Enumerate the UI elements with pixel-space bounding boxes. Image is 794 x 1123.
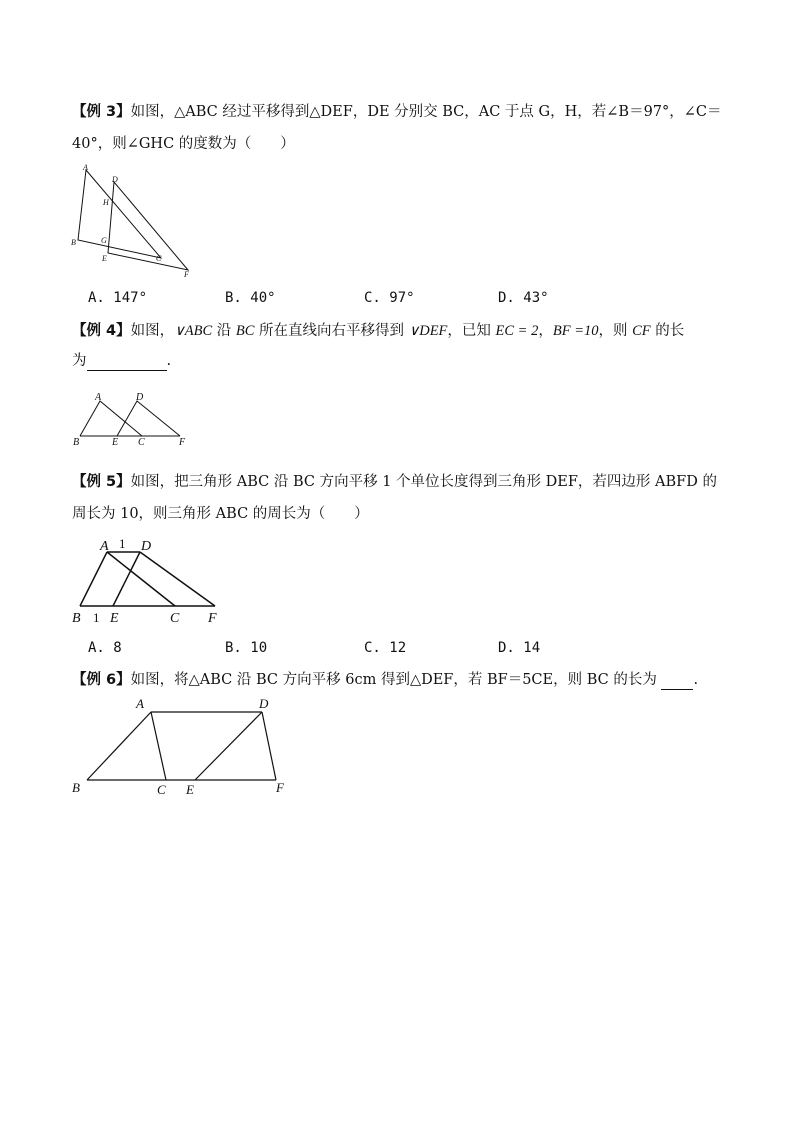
ex6-figure — [70, 696, 300, 801]
ex4-label-a: A — [95, 392, 102, 403]
ex3-label-c: C — [156, 254, 162, 263]
ex4-ec: EC = 2 — [495, 323, 539, 339]
ex4-line2 — [72, 351, 171, 371]
ex4-mid2: 所在直线向右平移得到 — [254, 323, 409, 339]
ex3-label-f: F — [184, 270, 189, 279]
ex4-mid3: ，已知 — [447, 323, 496, 339]
ex5-label-d: D — [141, 539, 152, 554]
ex5-tag: 【例 5】 — [72, 474, 131, 490]
ex3-option-a[interactable]: A. 147° — [88, 290, 148, 306]
ex4-pre: 如图， — [130, 323, 175, 339]
ex5-line1 — [72, 472, 717, 492]
ex5-text1: 如图，把三角形 ABC 沿 BC 方向平移 1 个单位长度得到三角形 DEF，若四边形 ABFD 的 — [130, 474, 717, 490]
ex4-post: 的长 — [650, 323, 685, 339]
ex4-line2-end: . — [166, 353, 172, 369]
ex3-option-b[interactable]: B. 40° — [225, 290, 276, 306]
ex6-tag: 【例 6】 — [72, 672, 131, 688]
ex4-cf: CF — [632, 323, 651, 339]
ex4-figure — [70, 388, 190, 448]
ex4-sep: ， — [538, 323, 553, 339]
ex5-option-b[interactable]: B. 10 — [225, 640, 268, 656]
ex4-bc: BC — [235, 323, 255, 339]
ex4-answer-blank[interactable] — [87, 354, 167, 371]
ex5-label-top-1: 1 — [119, 536, 126, 551]
ex3-option-d[interactable]: D. 43° — [498, 290, 549, 306]
ex6-text1: 如图，将△ABC 沿 BC 方向平移 6cm 得到△DEF，若 BF＝5CE，则 BC 的长为 — [130, 672, 662, 688]
ex3-label-h: H — [103, 198, 109, 207]
ex4-tag: 【例 4】 — [72, 323, 131, 339]
ex4-label-e: E — [112, 437, 119, 448]
ex4-line1 — [72, 321, 684, 341]
ex5-option-c[interactable]: C. 12 — [364, 640, 407, 656]
ex4-mid4: ，则 — [598, 323, 633, 339]
ex4-tri1: ∨ABC — [174, 323, 213, 339]
ex5-option-a[interactable]: A. 8 — [88, 640, 122, 656]
ex5-label-c: C — [170, 611, 180, 626]
ex3-label-e: E — [102, 254, 107, 263]
ex6-label-f: F — [276, 780, 284, 795]
ex5-option-d[interactable]: D. 14 — [498, 640, 541, 656]
ex3-line1 — [72, 102, 722, 122]
ex4-label-f: F — [179, 437, 186, 448]
ex6-line1-end: . — [693, 672, 699, 688]
ex4-line2-text: 为 — [72, 353, 87, 369]
ex6-label-b: B — [72, 780, 80, 795]
ex4-mid1: 沿 — [212, 323, 236, 339]
ex6-label-a: A — [136, 696, 144, 711]
ex3-text1: 如图，△ABC 经过平移得到△DEF，DE 分别交 BC，AC 于点 G，H，若∠B＝97°，∠C＝ — [130, 104, 722, 120]
ex6-label-c: C — [157, 782, 166, 797]
ex6-answer-blank[interactable] — [661, 673, 693, 690]
ex3-label-g: G — [101, 236, 107, 245]
ex3-label-b: B — [71, 238, 76, 247]
ex3-label-a: A — [83, 163, 88, 172]
ex3-label-d: D — [112, 175, 118, 184]
ex5-label-e: E — [110, 611, 119, 626]
ex4-label-c: C — [138, 437, 145, 448]
ex5-figure — [70, 535, 230, 630]
ex5-label-f: F — [208, 611, 217, 626]
ex5-label-a: A — [100, 539, 109, 554]
ex5-label-b: B — [72, 611, 81, 626]
ex6-line1 — [72, 670, 698, 690]
ex5-label-bottom-1: 1 — [93, 610, 100, 625]
ex3-line2: 40°，则∠GHC 的度数为（ ） — [72, 136, 295, 152]
ex4-label-d: D — [136, 392, 144, 403]
ex3-option-c[interactable]: C. 97° — [364, 290, 415, 306]
ex4-bf: BF =10 — [552, 323, 599, 339]
ex5-line2: 周长为 10，则三角形 ABC 的周长为（ ） — [72, 506, 369, 522]
ex3-tag: 【例 3】 — [72, 104, 131, 120]
ex4-label-b: B — [73, 437, 80, 448]
ex6-label-e: E — [186, 782, 194, 797]
ex3-figure — [70, 160, 200, 280]
ex6-label-d: D — [259, 696, 269, 711]
ex4-tri2: ∨DEF — [408, 323, 448, 339]
